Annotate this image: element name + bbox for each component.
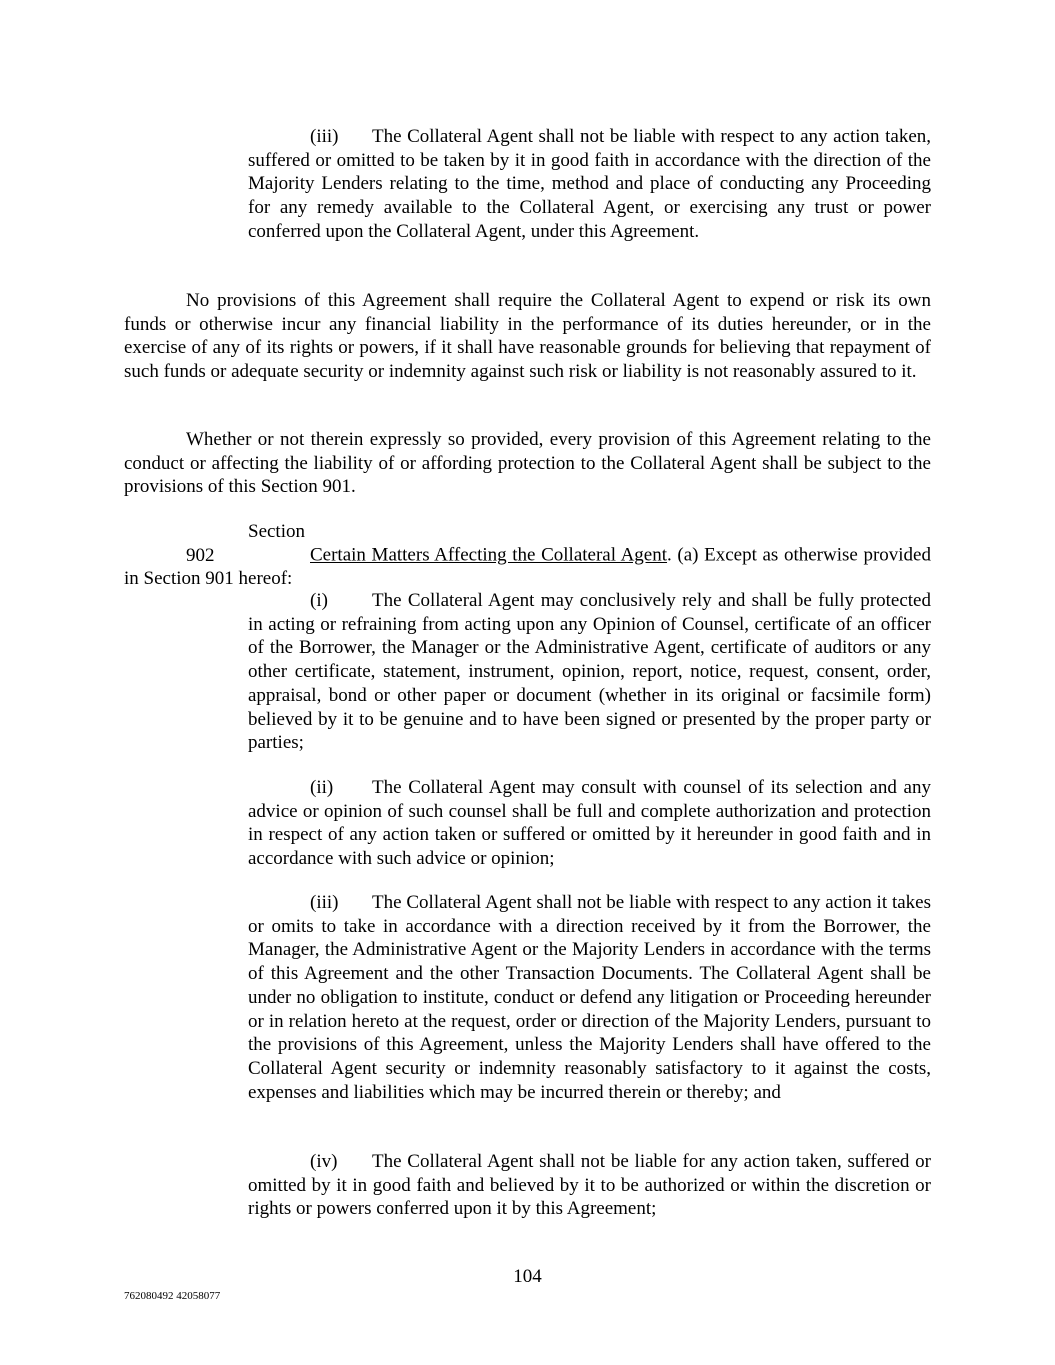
section-intro-text: . (a) Except as otherwise provided in Section 901 hereof: xyxy=(124,544,931,590)
section-number: Section 902 xyxy=(186,521,305,566)
clause-ii xyxy=(248,776,931,871)
clause-number: (ii) xyxy=(310,777,334,798)
clause-text: The Collateral Agent shall not be liable with respect to any action it takes or omits to take in accordance with a direction received by it from the Borrower, the Manager, the Administrative Agent or the Majority Lenders in accordance with the terms of this Agreement and the other Transaction Documents. The Collateral Agent shall be under no obligation to institute, conduct or defend any litigation or Proceeding hereunder or in relation hereto at the request, order or direction of the Majority Lenders, pursuant to the provisions of this Agreement, unless the Majority Lenders shall have offered to the Collateral Agent security or indemnity reasonably satisfactory to it against the costs, expenses and liabilities which may be incurred therein or thereby; and xyxy=(248,892,931,1103)
clause-number: (iii) xyxy=(310,126,339,147)
clause-iii-first xyxy=(248,125,931,244)
page-number: 104 xyxy=(513,1266,542,1287)
clause-text: The Collateral Agent may conclusively rely and shall be fully protected in acting or refraining from acting upon any Opinion of Counsel, certificate of an officer of the Borrower, the Manager or the Administrative Agent, certificate of auditors or any other certificate, statement, instrument, opinion, report, notice, request, consent, order, appraisal, bond or other paper or document (whether in its original or facsimile form) believed by it to be genuine and to have been signed or presented by the proper party or parties; xyxy=(248,590,931,754)
clause-number: (iii) xyxy=(310,892,339,913)
clause-text: The Collateral Agent shall not be liable for any action taken, suffered or omitted by it in good faith and believed by it to be authorized or within the discretion or rights or powers conferred upon it by this Agreement; xyxy=(248,1151,931,1220)
paragraph-financial-liability: No provisions of this Agreement shall require the Collateral Agent to expend or risk its own funds or otherwise incur any financial liability in the performance of its duties hereunder, or in the exercise of any of its rights or powers, if it shall have reasonable grounds for believing that repayment of such funds or adequate security or indemnity against such risk or liability is not reasonably assured to it. xyxy=(124,290,931,383)
clause-text: The Collateral Agent may consult with counsel of its selection and any advice or opinion of such counsel shall be full and complete authorization and protection in respect of any action taken or suffered or omitted by it hereunder in good faith and in accordance with such advice or opinion; xyxy=(248,777,931,870)
clause-number: (iv) xyxy=(310,1151,338,1172)
paragraph-section-901-applicability: Whether or not therein expressly so provided, every provision of this Agreement relating to the conduct or affecting the liability of or affording protection to the Collateral Agent shall be subject to the provisions of this Section 901. xyxy=(124,429,931,498)
clause-iii-second xyxy=(248,891,931,1104)
clause-i xyxy=(248,589,931,755)
section-902-heading xyxy=(124,520,931,591)
document-id: 762080492 42058077 xyxy=(124,1290,221,1302)
clause-text: The Collateral Agent shall not be liable with respect to any action taken, suffered or omitted to be taken by it in good faith in accordance with the direction of the Majority Lenders relating to the time, method and place of conducting any Proceeding for any remedy available to the Collateral Agent, or exercising any trust or power conferred upon the Collateral Agent, under this Agreement. xyxy=(248,126,931,242)
section-title: Certain Matters Affecting the Collateral Agent xyxy=(310,544,668,566)
clause-number: (i) xyxy=(310,590,328,611)
clause-iv xyxy=(248,1150,931,1221)
